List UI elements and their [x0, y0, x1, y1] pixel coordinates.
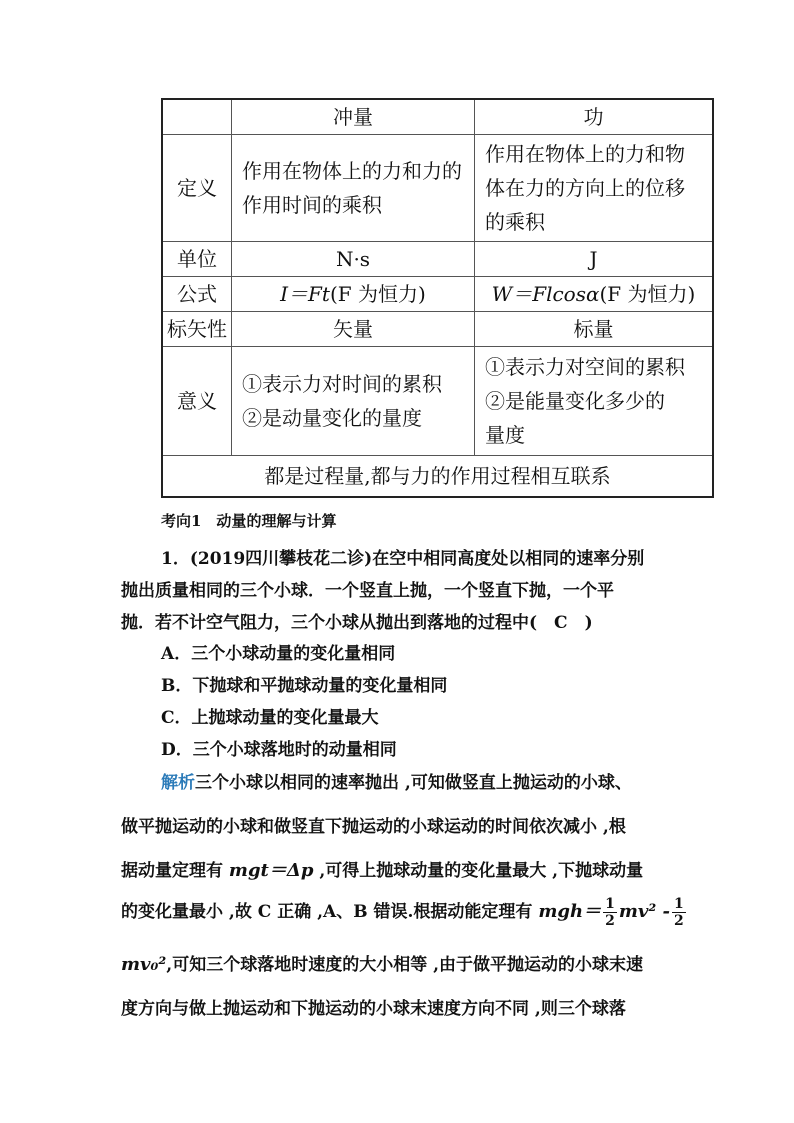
option-c: C．上抛球动量的变化量最大: [161, 708, 379, 728]
energy-theorem-lhs: mgh＝: [538, 901, 602, 922]
analysis-tag: 解析: [161, 773, 195, 793]
analysis-line-2: 做平抛运动的小球和做竖直下抛运动的小球运动的时间依次减小 ,根: [121, 817, 626, 837]
initial-momentum-term: mv₀²: [121, 954, 167, 975]
analysis-line-4: [121, 896, 688, 929]
analysis-line-1: [161, 768, 632, 793]
vector-row: [162, 312, 713, 347]
fraction-half-2: $\frac{1}{2}$: [673, 896, 684, 929]
work-formula-note: (F 为恒力): [599, 282, 696, 306]
impulse-vector: 矢量: [232, 312, 475, 347]
table-header-row: [162, 99, 713, 135]
formula-row: [162, 277, 713, 312]
table-footer: 都是过程量,都与力的作用过程相互联系: [162, 456, 713, 498]
work-header: 功: [475, 99, 714, 135]
question-line-1: 1．(2019四川攀枝花二诊)在空中相同高度处以相同的速率分别: [161, 549, 645, 569]
definition-row: [162, 135, 713, 242]
question-line-2: 抛出质量相同的三个小球．一个竖直上抛，一个竖直下抛，一个平: [121, 581, 614, 601]
work-meaning-2a: ②是能量变化多少的: [485, 389, 665, 413]
comparison-table: [161, 98, 714, 498]
energy-theorem-term: mv² -: [618, 901, 670, 922]
impulse-formula-expr: I＝Ft: [280, 282, 330, 306]
impulse-meaning-1: ①表示力对时间的累积: [242, 372, 442, 396]
fraction-half-1: $\frac{1}{2}$: [605, 896, 615, 929]
corner-cell: [162, 99, 232, 135]
unit-label: 单位: [162, 242, 232, 277]
option-a: A．三个小球动量的变化量相同: [161, 644, 396, 664]
option-d: D．三个小球落地时的动量相同: [161, 740, 397, 760]
option-b: B．下抛球和平抛球动量的变化量相同: [161, 676, 448, 696]
meaning-label: 意义: [162, 347, 232, 456]
meaning-row: [162, 347, 713, 456]
analysis-line-6: 度方向与做上抛运动和下抛运动的小球末速度方向不同 ,则三个球落: [121, 999, 626, 1019]
unit-row: [162, 242, 713, 277]
work-meaning: [475, 347, 714, 456]
work-vector: 标量: [475, 312, 714, 347]
work-meaning-2b: 量度: [485, 423, 525, 447]
analysis-3b: ,可得上抛球动量的变化量最大 ,下抛球动量: [319, 861, 644, 881]
work-formula-expr: W＝Flcosα: [491, 282, 600, 306]
analysis-3a: 据动量定理有: [121, 861, 223, 881]
section-heading: 考向1 动量的理解与计算: [161, 512, 337, 530]
work-meaning-1: ①表示力对空间的累积: [485, 355, 685, 379]
analysis-line-3: [121, 856, 643, 882]
analysis-text-1: 三个小球以相同的速率抛出 ,可知做竖直上抛运动的小球、: [195, 773, 632, 793]
definition-label: 定义: [162, 135, 232, 242]
analysis-5b: ,可知三个球落地时速度的大小相等 ,由于做平抛运动的小球末速: [166, 955, 644, 975]
work-definition: 作用在物体上的力和物体在力的方向上的位移的乘积: [475, 135, 714, 242]
analysis-4a: 的变化量最小 ,故 C 正确 ,A、B 错误.根据动能定理有: [121, 902, 533, 922]
vector-label: 标矢性: [162, 312, 232, 347]
impulse-formula: [232, 277, 475, 312]
impulse-header: 冲量: [232, 99, 475, 135]
impulse-meaning-2: ②是动量变化的量度: [242, 406, 422, 430]
impulse-formula-note: (F 为恒力): [329, 282, 426, 306]
footer-row: [162, 456, 713, 498]
impulse-definition: 作用在物体上的力和力的作用时间的乘积: [232, 135, 475, 242]
impulse-unit: N·s: [232, 242, 475, 277]
formula-label: 公式: [162, 277, 232, 312]
work-unit: J: [475, 242, 714, 277]
analysis-line-5: [121, 950, 643, 975]
question-line-3: 抛．若不计空气阻力，三个小球从抛出到落地的过程中( C ): [121, 613, 593, 633]
momentum-theorem-expr: mgt＝Δp: [228, 860, 314, 881]
impulse-meaning: [232, 347, 475, 456]
work-formula: [475, 277, 714, 312]
